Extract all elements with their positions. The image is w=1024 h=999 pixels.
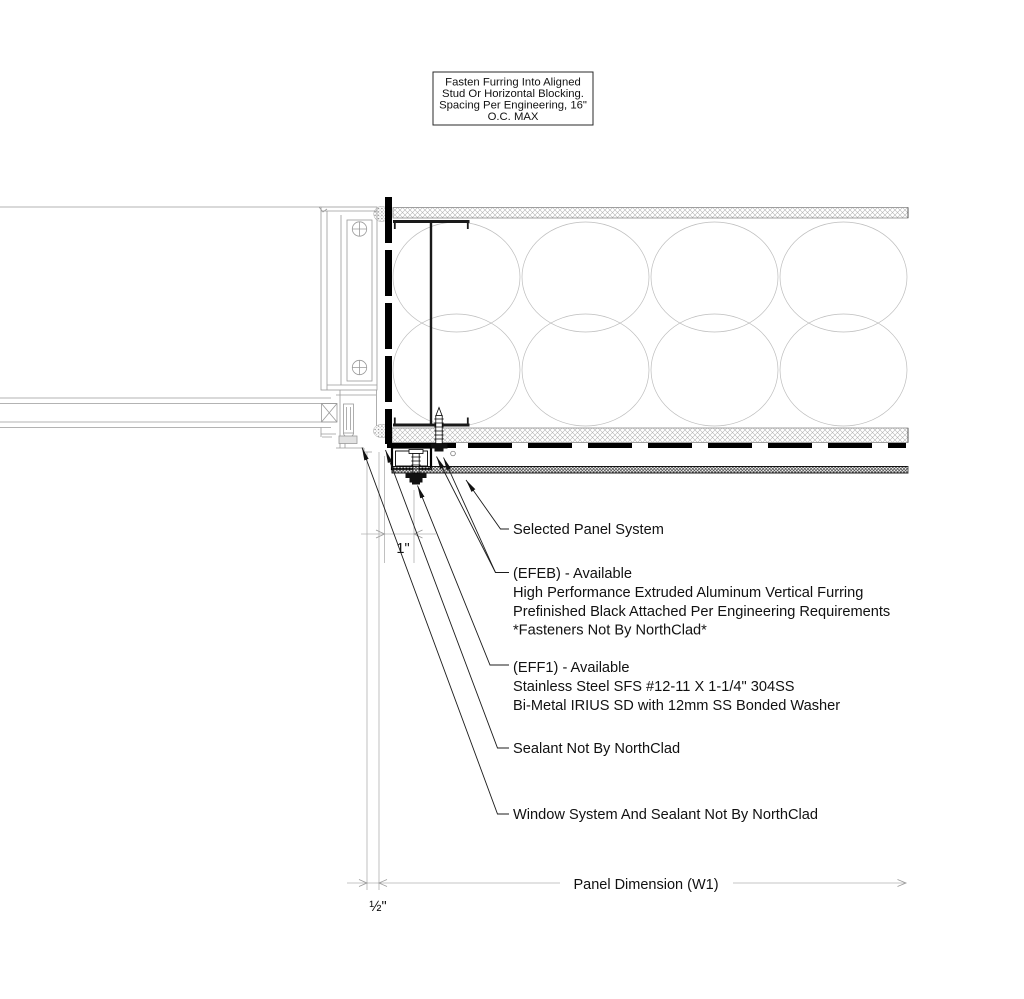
dim-panel-width: Panel Dimension (W1) bbox=[573, 877, 719, 893]
dim-half-inch: ½" bbox=[369, 899, 387, 915]
label-panel-system: Selected Panel System bbox=[513, 522, 664, 538]
interior-sheathing-band bbox=[393, 208, 908, 219]
glazing-pocket bbox=[344, 404, 354, 433]
leader-eff1 bbox=[418, 486, 510, 666]
note-line-2: Stud Or Horizontal Blocking. bbox=[442, 88, 584, 100]
insulation-batts bbox=[393, 222, 907, 426]
mullion-inner bbox=[347, 220, 372, 381]
dim-one-inch: 1" bbox=[396, 541, 410, 557]
leader-sealant bbox=[386, 450, 510, 748]
label-efeb bbox=[513, 566, 890, 639]
label-eff1 bbox=[513, 660, 840, 714]
label-efeb-4: *Fasteners Not By NorthClad* bbox=[513, 622, 707, 639]
frame-screw-top bbox=[352, 222, 366, 236]
label-window-system: Window System And Sealant Not By NorthClad bbox=[513, 807, 818, 823]
note-line-3: Spacing Per Engineering, 16" bbox=[439, 99, 587, 112]
setting-block bbox=[339, 436, 357, 444]
selected-panel bbox=[392, 467, 908, 474]
label-eff1-3: Bi-Metal IRIUS SD with 12mm SS Bonded Washer bbox=[513, 698, 841, 714]
note-line-4: O.C. MAX bbox=[487, 111, 539, 123]
sill-lines bbox=[0, 398, 337, 428]
furring-fastener-washer bbox=[431, 444, 448, 449]
mullion-outer bbox=[321, 207, 377, 390]
note-line-1: Fasten Furring Into Aligned bbox=[445, 76, 581, 89]
label-efeb-2: High Performance Extruded Aluminum Vertical Furring bbox=[513, 585, 864, 601]
stud bbox=[393, 222, 470, 426]
eff1-bonded-washer bbox=[406, 474, 427, 479]
leader-window-system bbox=[362, 448, 509, 815]
window-frame bbox=[0, 207, 377, 452]
leader-lines bbox=[362, 448, 509, 815]
sill-x-box bbox=[322, 404, 338, 423]
label-eff1-1: (EFF1) - Available bbox=[513, 660, 630, 676]
label-efeb-1: (EFEB) - Available bbox=[513, 566, 632, 582]
note-box bbox=[433, 72, 593, 125]
leader-efeb-2 bbox=[444, 458, 496, 573]
leader-efeb-1 bbox=[437, 457, 510, 573]
frame-screw-bottom bbox=[352, 360, 366, 374]
label-efeb-3: Prefinished Black Attached Per Engineering Requirements bbox=[513, 604, 891, 620]
label-sealant: Sealant Not By NorthClad bbox=[513, 741, 681, 757]
label-eff1-2: Stainless Steel SFS #12-11 X 1-1/4" 304SS bbox=[513, 679, 795, 695]
exterior-sheathing-band bbox=[392, 428, 908, 443]
